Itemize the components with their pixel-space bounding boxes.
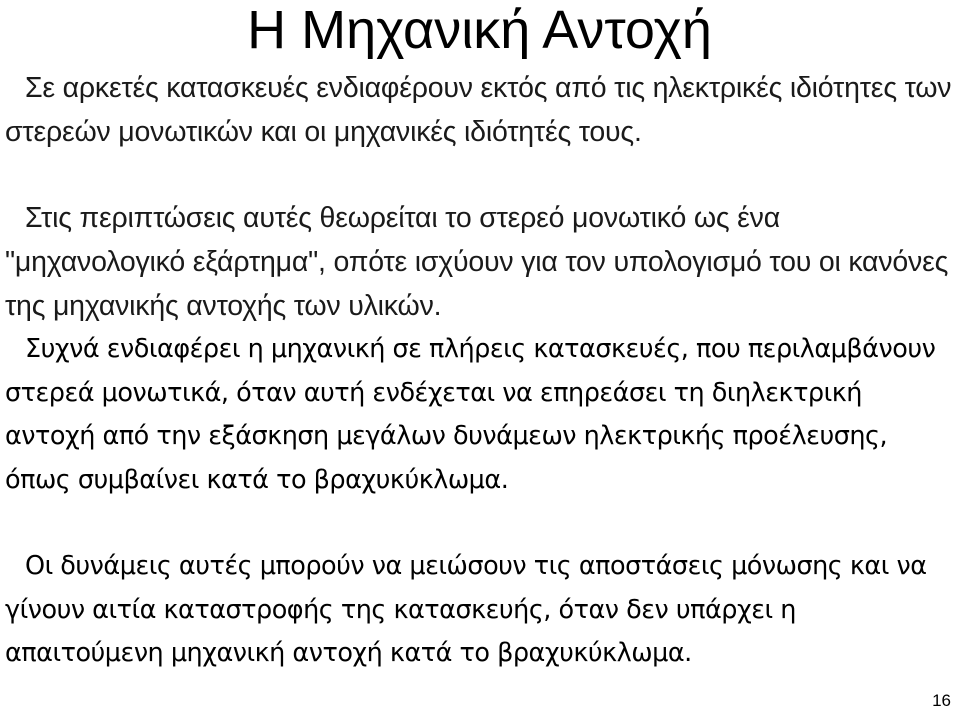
- paragraph-electrical-mechanical-properties: Σε αρκετές κατασκευές ενδιαφέρουν εκτός από τις ηλεκτρικές ιδιότητες των στερεών μονωτικών και οι μηχανικές ιδιότητές τους.: [5, 72, 952, 148]
- paragraph-forces-insulation-distances: Οι δυνάμεις αυτές μπορούν να μειώσουν τις αποστάσεις μόνωσης και να γίνουν αιτία καταστροφής της κατασκευής, όταν δεν υπάρχει η απαιτούμενη μηχανική αντοχή κατά το βραχυκύκλωμα.: [5, 551, 927, 668]
- page-number: 16: [932, 691, 951, 710]
- paragraph-complete-constructions: Συχνά ενδιαφέρει η μηχανική σε πλήρεις κατασκευές, που περιλαμβάνουν στερεά μονωτικά, όταν αυτή ενδέχεται να επηρεάσει τη διηλεκτρική αντοχή από την εξάσκηση μεγάλων δυνάμεων ηλεκτρικής προέλευσης, όπως συμβαίνει κατά το βραχυκύκλωμα.: [5, 334, 936, 495]
- slide-title: Η Μηχανική Αντοχή: [247, 0, 712, 60]
- paragraph-mechanical-component: Στις περιπτώσεις αυτές θεωρείται το στερεό μονωτικό ως ένα "μηχανολογικό εξάρτημα", οπότε ισχύουν για τον υπολογισμό του οι κανόνες της μηχανικής αντοχής των υλικών.: [5, 202, 949, 322]
